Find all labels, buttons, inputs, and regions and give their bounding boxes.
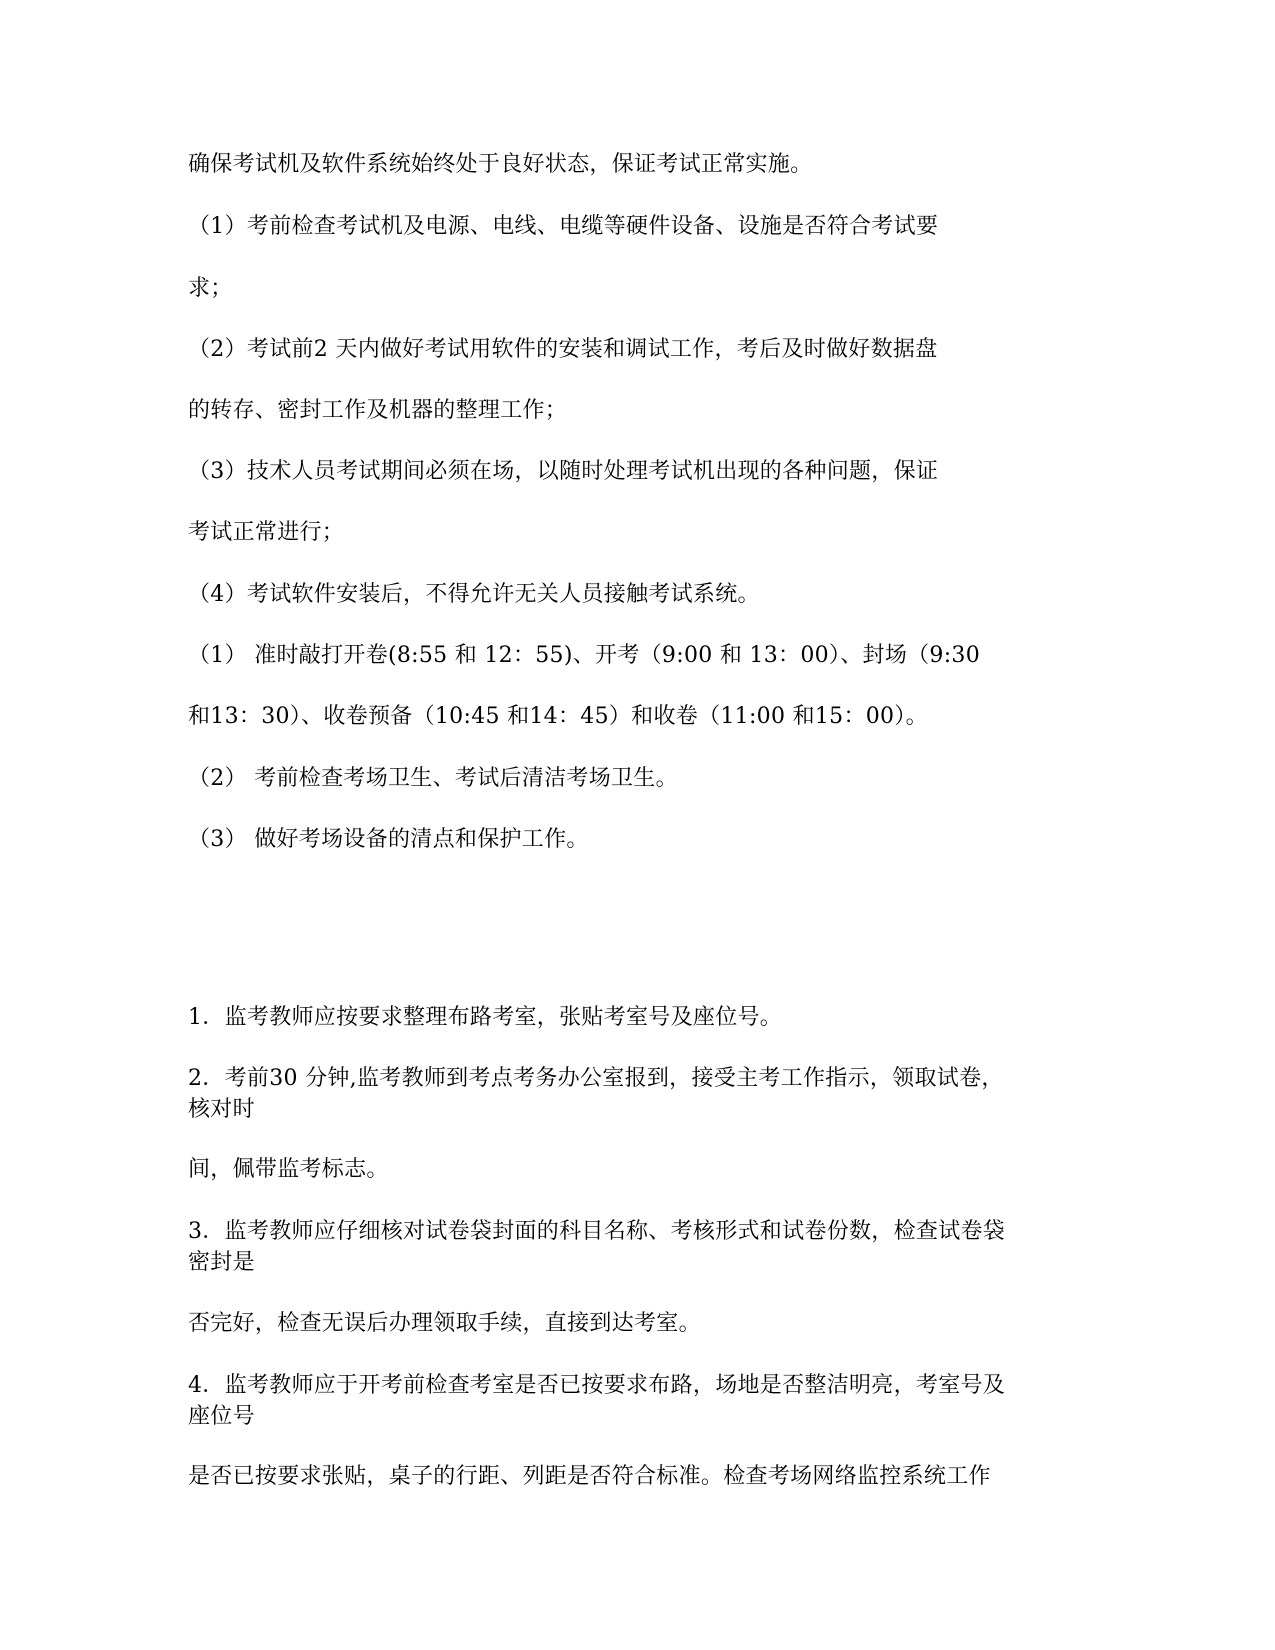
paragraph-line: 3．监考教师应仔细核对试卷袋封面的科目名称、考核形式和试卷份数，检查试卷袋	[188, 1219, 1006, 1244]
paragraph-line: 是否已按要求张贴，桌子的行距、列距是否符合标准。检查考场网络监控系统工作	[188, 1464, 991, 1489]
paragraph-line: （4）考试软件安装后，不得允许无关人员接触考试系统。	[188, 582, 760, 607]
paragraph-line: （2）考试前2 天内做好考试用软件的安装和调试工作，考后及时做好数据盘	[188, 337, 938, 362]
paragraph-line: （1）考前检查考试机及电源、电线、电缆等硬件设备、设施是否符合考试要	[188, 214, 939, 239]
paragraph-line: （3）技术人员考试期间必须在场，以随时处理考试机出现的各种问题，保证	[188, 459, 939, 484]
paragraph-line: （1） 准时敲打开卷(8:55 和 12：55)、开考（9:00 和 13：00）、封场（9:30	[188, 643, 981, 668]
paragraph-line: 2．考前30 分钟,监考教师到考点考务办公室报到，接受主考工作指示，领取试卷，	[188, 1066, 1004, 1091]
paragraph-line: 否完好，检查无误后办理领取手续，直接到达考室。	[188, 1311, 701, 1336]
paragraph-line: 核对时	[188, 1097, 255, 1122]
paragraph-line: 考试正常进行；	[188, 520, 345, 545]
paragraph-line: 座位号	[188, 1404, 255, 1429]
paragraph-line: 确保考试机及软件系统始终处于良好状态，保证考试正常实施。	[188, 152, 813, 177]
paragraph-line: 求；	[188, 276, 233, 301]
paragraph-line: 4．监考教师应于开考前检查考室是否已按要求布路，场地是否整洁明亮，考室号及	[188, 1373, 1006, 1398]
paragraph-line: 1．监考教师应按要求整理布路考室，张贴考室号及座位号。	[188, 1005, 783, 1030]
paragraph-line: （2） 考前检查考场卫生、考试后清洁考场卫生。	[188, 766, 678, 791]
paragraph-line: 密封是	[188, 1250, 255, 1275]
paragraph-line: 和13：30）、收卷预备（10:45 和14：45）和收卷（11:00 和15：00）。	[188, 704, 928, 729]
paragraph-line: 间，佩带监考标志。	[188, 1157, 389, 1182]
paragraph-line: 的转存、密封工作及机器的整理工作；	[188, 398, 568, 423]
paragraph-line: （3） 做好考场设备的清点和保护工作。	[188, 827, 589, 852]
